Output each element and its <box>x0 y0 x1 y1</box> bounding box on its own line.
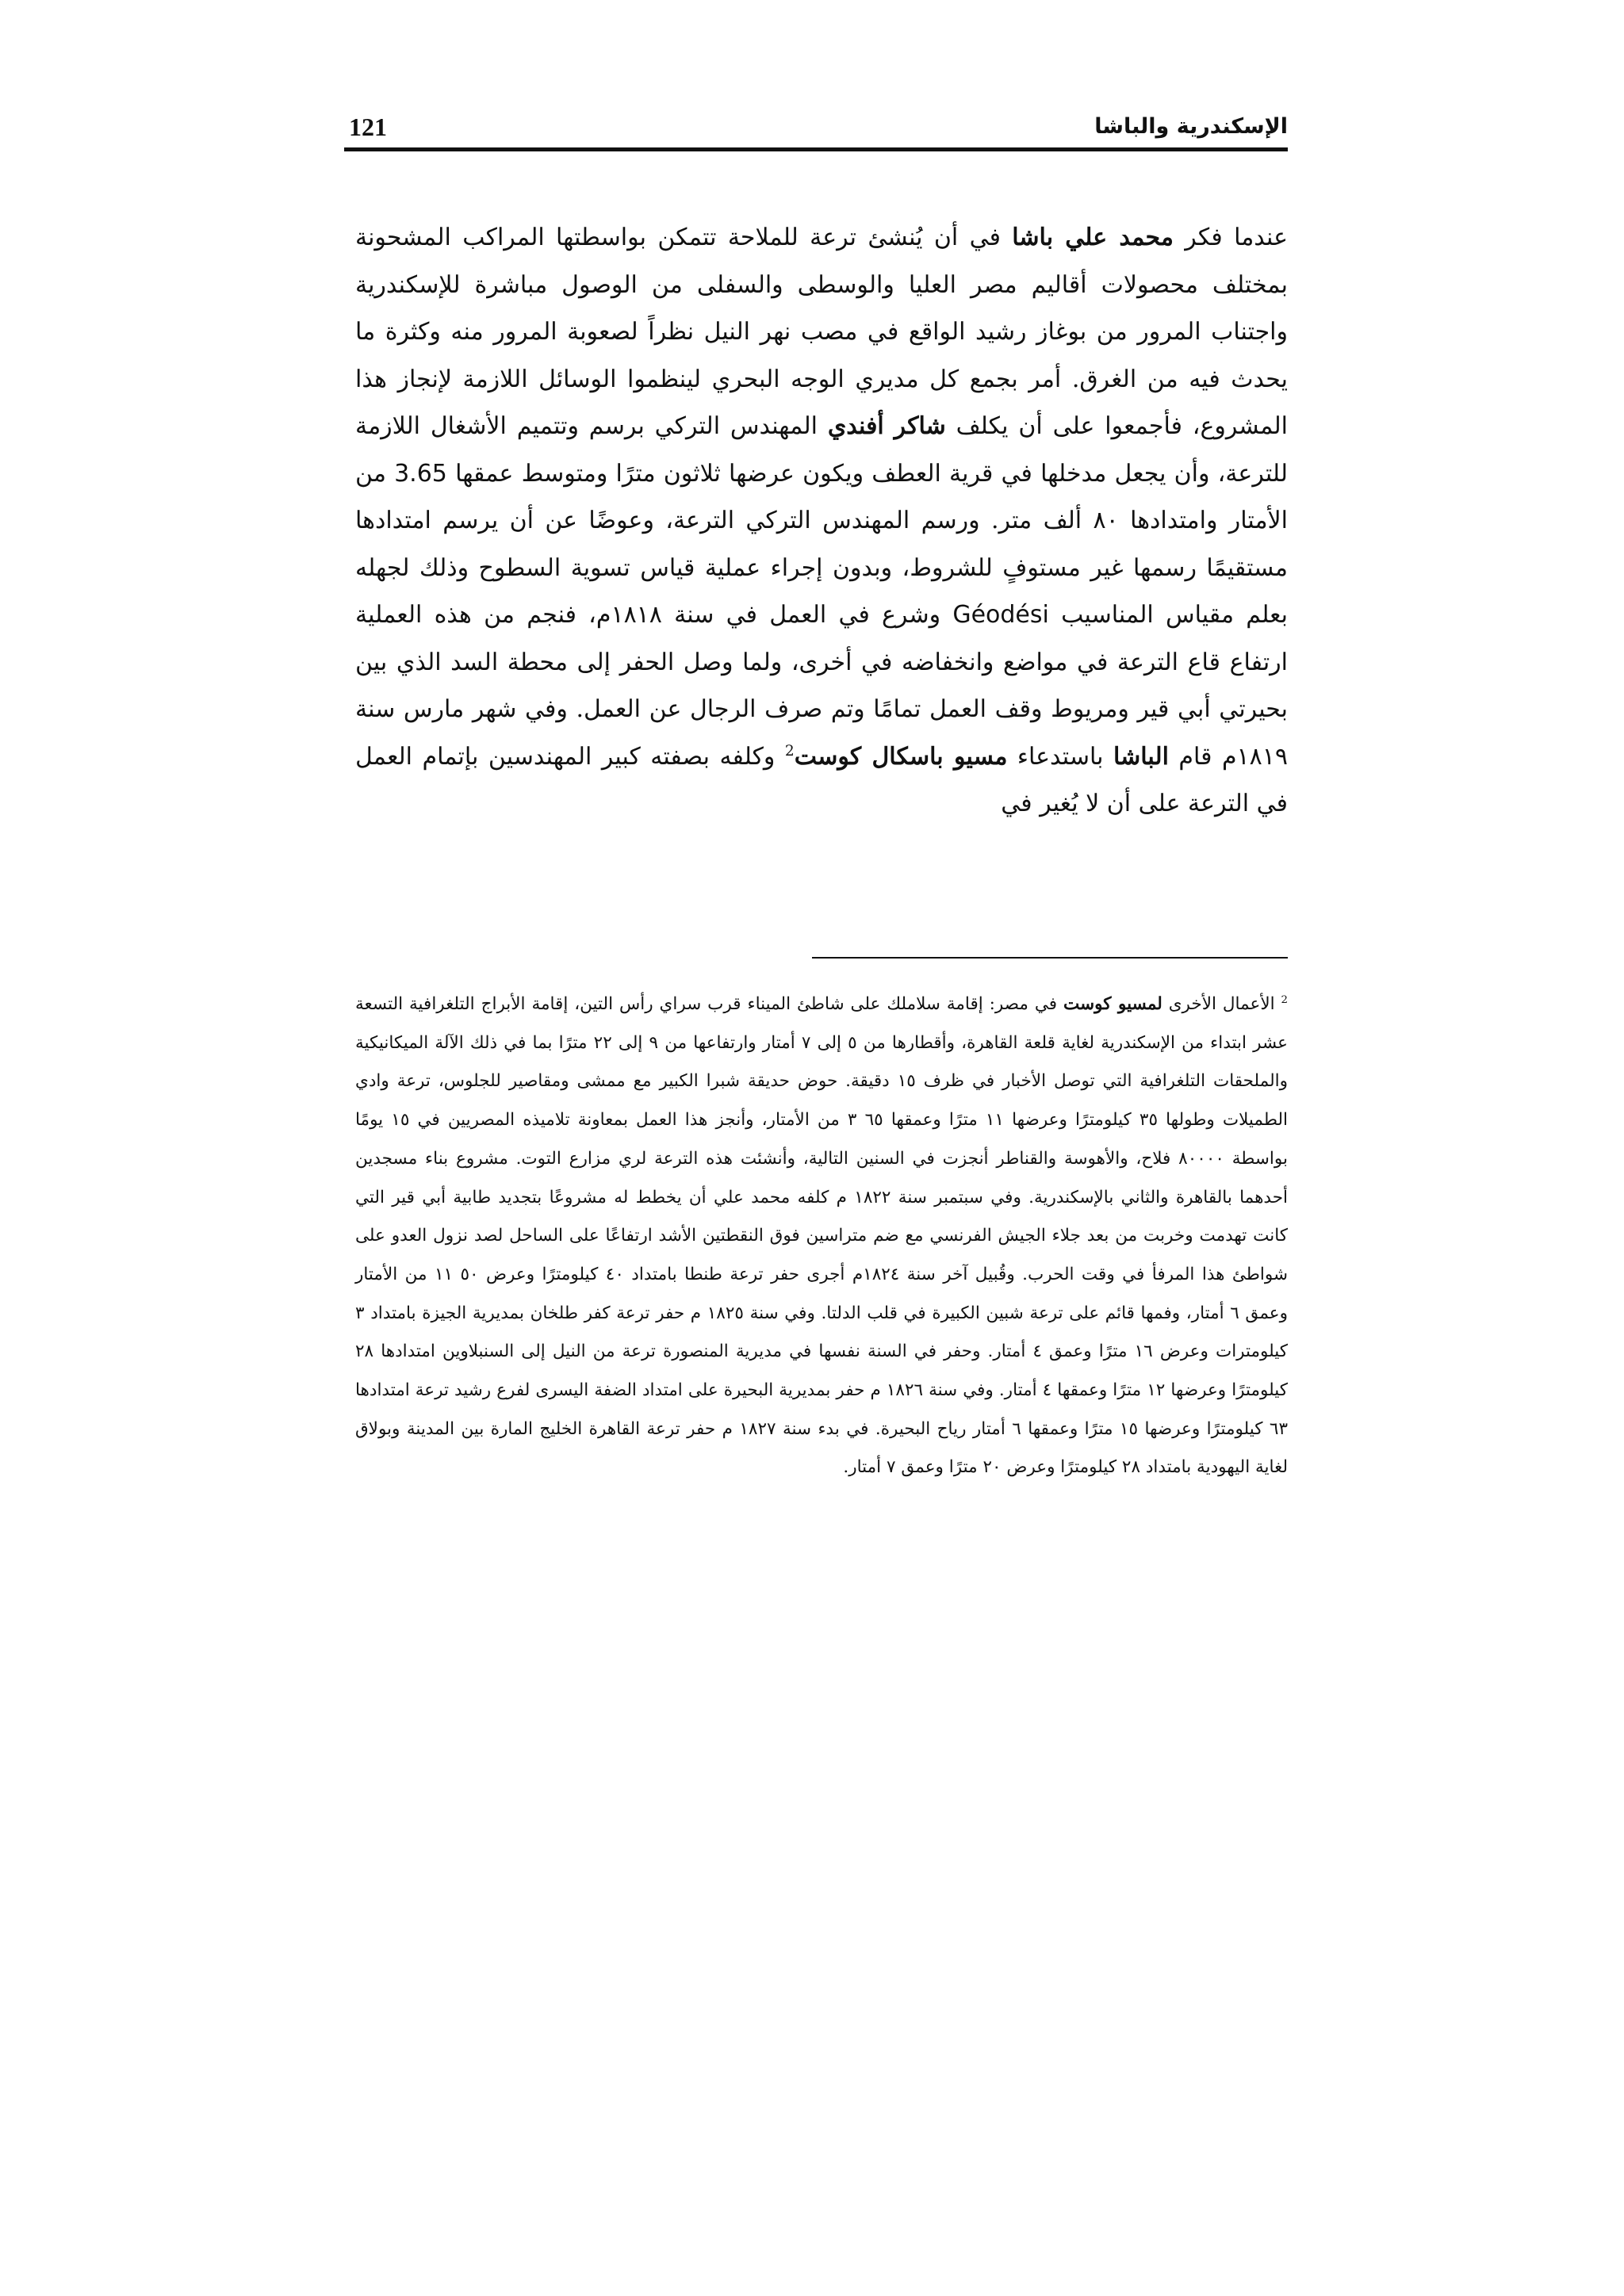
body-text: من الأمتار وامتدادها ٨٠ ألف متر. ورسم المهندس التركي الترعة، وعوضًا عن أن يرسم امتدادها مستقيمًا رسمها غير مستوفٍ للشروط، وبدون إجراء عملية قياس تسوية السطوح وذلك لجهله بعلم مقياس المناسيب <box>355 459 1288 629</box>
page-number: 121 <box>349 113 387 141</box>
header-rule <box>344 147 1288 151</box>
footnote-marker: 2 <box>1281 993 1288 1006</box>
body-paragraph <box>355 214 1288 828</box>
coste-name: مسيو باسكال كوست <box>794 742 1008 771</box>
footnote-text: في مصر: إقامة سلاملك على شاطئ الميناء قرب سراي رأس التين، إقامة الأبراج التلغرافية التسعة عشر ابتداء من الإسكندرية لغاية قلعة القاهرة، وأقطارها من ٥ إلى ٧ أمتار وارتفاعها من ٩ إلى ٢٢ مترًا بما في ذلك الآلة الميكانيكية والملحقات التلغرافية التي توصل الأخبار في ظرف ١٥ دقيقة. حوض حديقة شبرا الكبير مع ممشى ومقاصير للجلوس، ترعة وادي الطميلات وطولها ٣٥ كيلومترًا وعرضها ١١ مترًا وعمقها ٦٥ ٣ من الأمتار، وأنجز هذا العمل بمعاونة تلاميذه المصريين في ١٥ يومًا بواسطة ٨٠٠٠٠ فلاح، والأهوسة والقناطر أنجزت في السنين التالية، وأنشئت هذه الترعة لري مزارع التوت. مشروع بناء مسجدين أحدهما بالقاهرة والثاني بالإسكندرية. وفي سبتمبر سنة ١٨٢٢ م كلفه محمد علي أن يخطط له مشروعًا بتجديد طابية أبي قير التي كانت تهدمت وخربت من بعد جلاء الجيش الفرنسي مع ضم متراسين فوق النقطتين الأشد ارتفاعًا على الساحل لصد نزول العدو على شواطئ هذا المرفأ في وقت الحرب. وقُبيل آخر سنة ١٨٢٤م أجرى حفر ترعة طنطا بامتداد ٤٠ كيلومترًا وعرض ٥٠ ١١ من الأمتار وعمق ٦ أمتار، وفمها قائم على ترعة شبين الكبيرة في قلب الدلتا. وفي سنة ١٨٢٥ م حفر ترعة كفر طلخان بمديرية الجيزة بامتداد ٣ كيلومترات وعرض ١٦ مترًا وعمق ٤ أمتار. وحفر في السنة نفسها في مديرية المنصورة ترعة من النيل إلى السنبلاوين امتدادها ٢٨ كيلومترًا وعرضها ١٢ مترًا وعمقها ٤ أمتار. وفي سنة ١٨٢٦ م حفر بمديرية البحيرة على امتداد الضفة اليسرى لفرع رشيد ترعة امتدادها ٦٣ كيلومترًا وعرضها ١٥ مترًا وعمقها ٦ أمتار رياح البحيرة. في بدء سنة ١٨٢٧ م حفر ترعة القاهرة الخليج المارة بين المدينة وبولاق لغاية اليهودية بامتداد ٢٨ كيلومترًا وعرض ٢٠ مترًا وعمق ٧ أمتار. <box>355 994 1289 1478</box>
footnote-reference[interactable]: 2 <box>784 742 795 760</box>
body-text: وشرع في العمل في سنة ١٨١٨م، فنجم من هذه العملية ارتفاع قاع الترعة في مواضع وانخفاضه في أخرى، ولما وصل الحفر إلى محطة السد الذي بين بحيرتي أبي قير ومريوط وقف العمل تمامًا وتم صرف الرجال عن العمل. وفي شهر مارس سنة ١٨١٩م قام <box>355 601 1288 771</box>
running-title: الإسكندرية والباشا <box>1094 114 1288 139</box>
canal-depth-value: 3.65 <box>394 459 447 488</box>
body-text: وكلفه بصفته كبير المهندسين بإتمام العمل في الترعة على أن لا يُغير في <box>355 742 1288 817</box>
engineer-name: شاكر <box>894 412 946 440</box>
pasha-short-name: الباشا <box>1113 742 1169 771</box>
pasha-name: محمد علي باشا <box>1012 224 1174 251</box>
running-header <box>344 101 1288 152</box>
footnote-text: الأعمال الأخرى <box>1162 994 1281 1014</box>
body-text: عندما فكر <box>1173 224 1289 251</box>
body-text: في أن يُنشئ ترعة للملاحة تتمكن بواسطتها المراكب المشحونة بمختلف محصولات أقاليم مصر العليا والوسطى والسفلى من الوصول مباشرة للإسكندرية واجتناب المرور من بوغاز رشيد الواقع في مصب نهر النيل نظراً لصعوبة المرور منه وكثرة ما يحدث فيه من الغرق. أمر بجمع كل مديري الوجه البحري لينظموا الوسائل اللازمة لإنجاز هذا المشروع، فأجمعوا على أن يكلف <box>355 224 1289 440</box>
engineer-title: أفندي <box>827 412 884 440</box>
body-text: باستدعاء <box>1007 742 1113 771</box>
footnote-coste-name: لمسيو كوست <box>1063 994 1162 1014</box>
body-text: المهندس التركي برسم وتتميم الأشغال اللازمة للترعة، وأن يجعل مدخلها في قرية العطف ويكون عرضها ثلاثون مترًا ومتوسط عمقها <box>355 412 1288 488</box>
geodesy-term: Géodési <box>952 601 1049 629</box>
footnote <box>355 985 1288 1487</box>
footnote-separator <box>812 957 1288 959</box>
